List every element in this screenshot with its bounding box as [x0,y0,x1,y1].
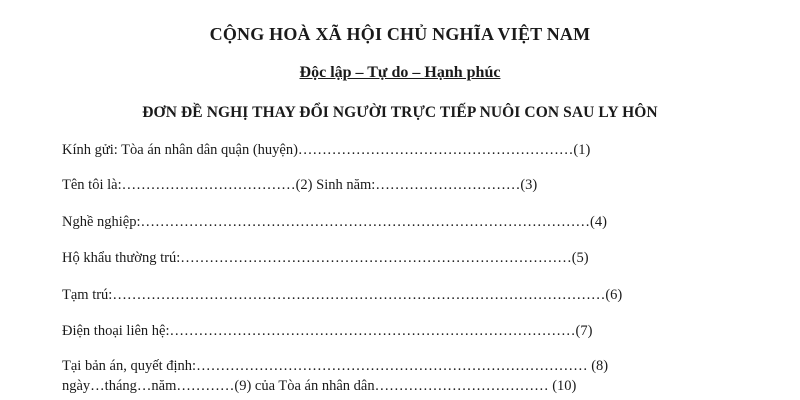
temporary-residence-line: Tạm trú:…………………………………………………………………………………………(6) [62,287,623,303]
judgment-line: Tại bản án, quyết định:……………………………………………………………………… (8) [62,358,609,374]
phone-line: Điện thoại liên hệ:…………………………………………………………………………(7) [62,323,593,339]
permanent-residence-line: Hộ khẩu thường trú:………………………………………………………………………(5) [62,250,589,266]
national-motto: Độc lập – Tự do – Hạnh phúc [299,64,501,81]
judgment-date-line: ngày…tháng…năm…………(9) của Tòa án nhân dân……………………………… (10) [62,378,577,394]
form-title: ĐƠN ĐỀ NGHỊ THAY ĐỔI NGƯỜI TRỰC TIẾP NUÔI CON SAU LY HÔN [142,104,658,121]
occupation-line: Nghề nghiệp:…………………………………………………………………………………(4) [62,214,607,230]
recipient-line: Kính gửi: Tòa án nhân dân quận (huyện)…………………………………………………(1) [62,142,591,158]
national-title: CỘNG HOÀ XÃ HỘI CHỦ NGHĨA VIỆT NAM [209,24,591,44]
name-birthyear-line: Tên tôi là:………………………………(2) Sinh năm:…………………………(3) [62,177,538,193]
